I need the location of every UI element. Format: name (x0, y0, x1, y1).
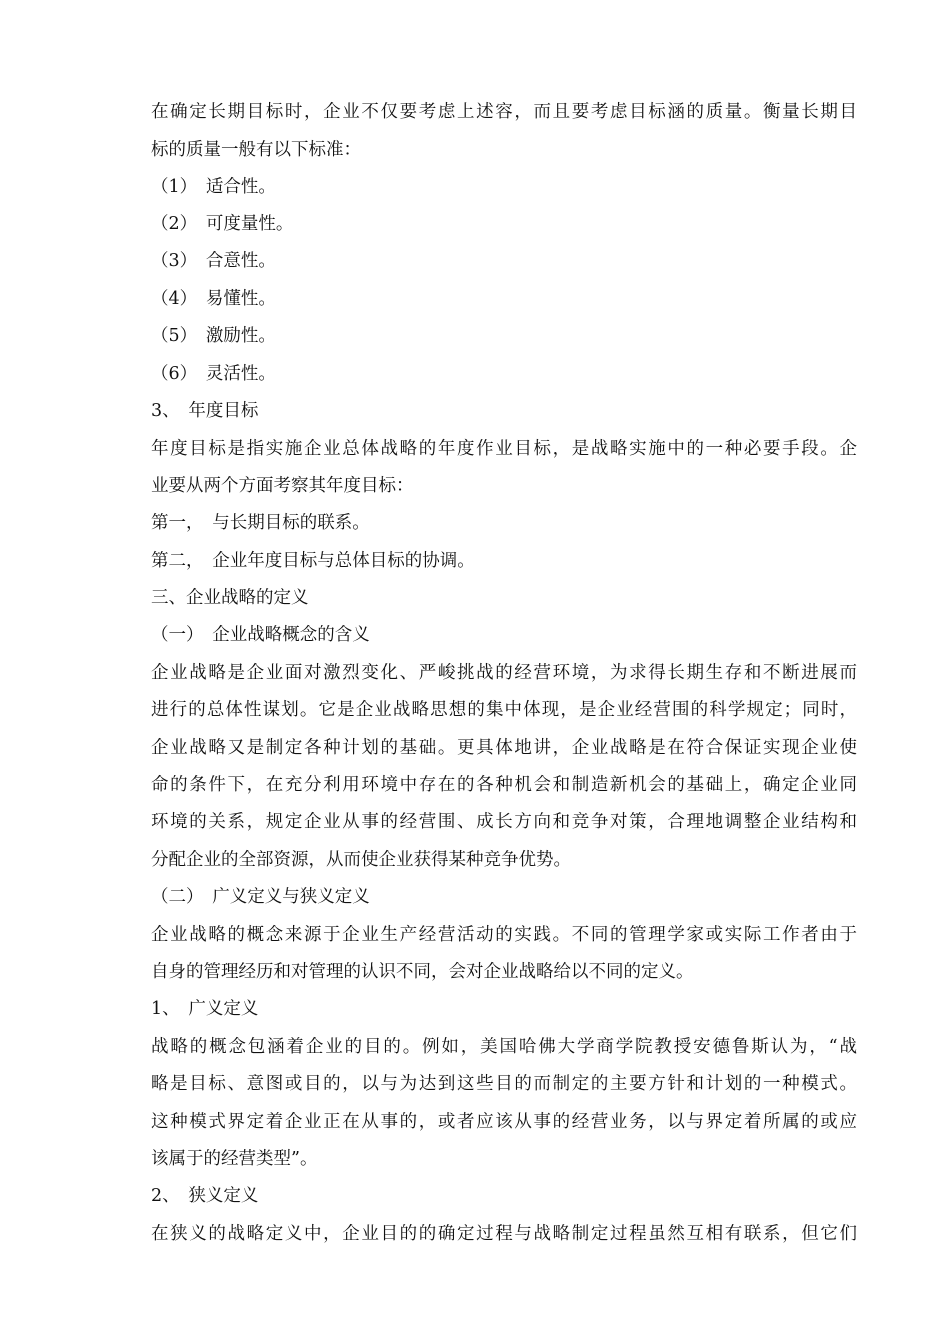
list-item: （3） 合意性。 (151, 251, 276, 271)
list-item: （1） 适合性。 (151, 177, 276, 197)
paragraph-line: 业要从两个方面考察其年度目标： (151, 476, 414, 496)
paragraph-line: 标的质量一般有以下标准： (151, 140, 361, 160)
list-item: 第二， 企业年度目标与总体目标的协调。 (151, 551, 475, 571)
paragraph-line: 这种模式界定着企业正在从事的，或者应该从事的经营业务，以与界定着所属的或应 (151, 1112, 857, 1132)
list-item: 第一， 与长期目标的联系。 (151, 513, 370, 533)
paragraph-line: 命的条件下，在充分利用环境中存在的各种机会和制造新机会的基础上，确定企业同 (151, 775, 857, 795)
subsection-heading: （二） 广义定义与狭义定义 (151, 887, 370, 907)
section-heading: 三、企业战略的定义 (151, 588, 309, 608)
paragraph-line: 在狭义的战略定义中，企业目的的确定过程与战略制定过程虽然互相有联系，但它们 (151, 1224, 857, 1244)
paragraph-line: 年度目标是指实施企业总体战略的年度作业目标，是战略实施中的一种必要手段。企 (151, 439, 857, 459)
paragraph-line: 该属于的经营类型”。 (151, 1149, 318, 1169)
paragraph-line: 在确定长期目标时，企业不仅要考虑上述容，而且要考虑目标涵的质量。衡量长期目 (151, 102, 857, 122)
section-heading: 3、 年度目标 (151, 401, 259, 421)
section-heading: 2、 狭义定义 (151, 1186, 259, 1206)
paragraph-line: 企业战略又是制定各种计划的基础。更具体地讲，企业战略是在符合保证实现企业使 (151, 738, 857, 758)
list-item: （6） 灵活性。 (151, 364, 276, 384)
paragraph-line: 战略的概念包涵着企业的目的。例如，美国哈佛大学商学院教授安德鲁斯认为，“战 (151, 1037, 857, 1057)
subsection-heading: （一） 企业战略概念的含义 (151, 625, 370, 645)
paragraph-line: 进行的总体性谋划。它是企业战略思想的集中体现，是企业经营围的科学规定；同时， (151, 700, 857, 720)
list-item: （5） 激励性。 (151, 326, 276, 346)
paragraph-line: 自身的管理经历和对管理的认识不同，会对企业战略给以不同的定义。 (151, 962, 694, 982)
list-item: （4） 易懂性。 (151, 289, 276, 309)
paragraph-line: 企业战略的概念来源于企业生产经营活动的实践。不同的管理学家或实际工作者由于 (151, 925, 857, 945)
paragraph-line: 分配企业的全部资源，从而使企业获得某种竞争优势。 (151, 850, 571, 870)
paragraph-line: 企业战略是企业面对激烈变化、严峻挑战的经营环境，为求得长期生存和不断进展而 (151, 663, 857, 683)
paragraph-line: 环境的关系，规定企业从事的经营围、成长方向和竞争对策，合理地调整企业结构和 (151, 812, 857, 832)
list-item: （2） 可度量性。 (151, 214, 294, 234)
paragraph-line: 略是目标、意图或目的，以与为达到这些目的而制定的主要方针和计划的一种模式。 (151, 1074, 857, 1094)
section-heading: 1、 广义定义 (151, 999, 259, 1019)
